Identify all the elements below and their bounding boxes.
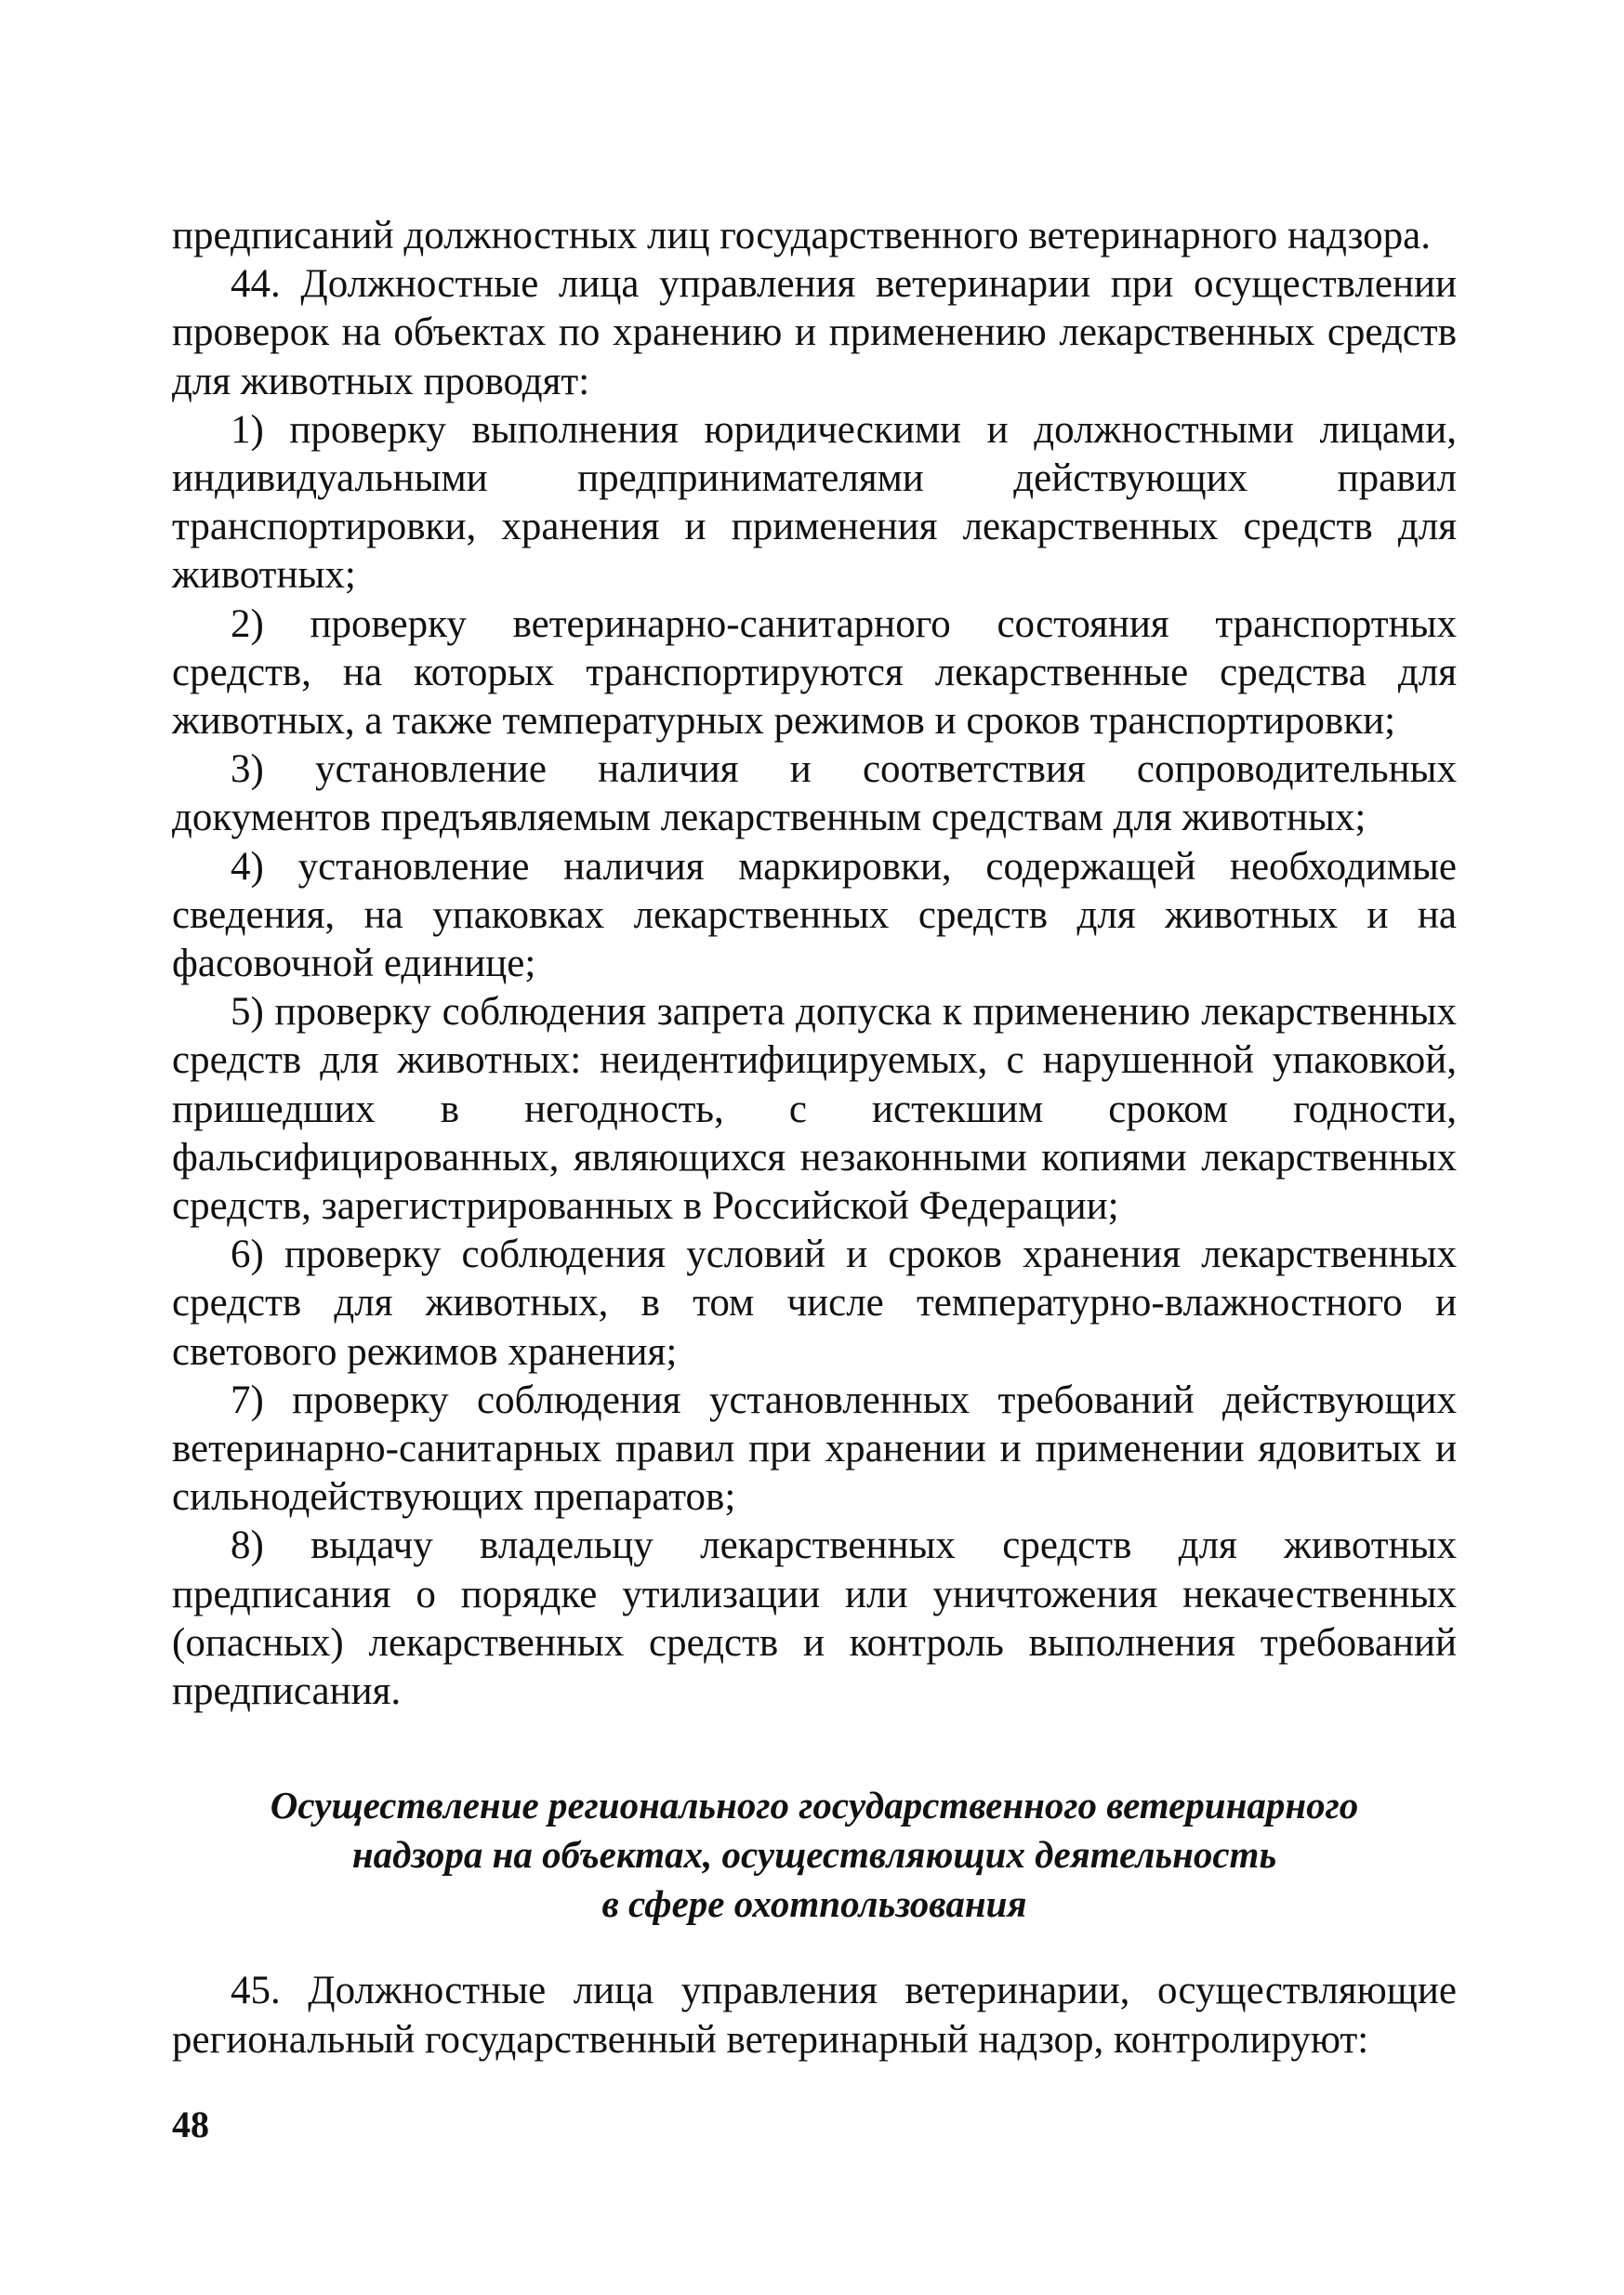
list-item: 6) проверку соблюдения условий и сроков хранения лекарственных средств для животных, в том числе температурно-влажностного и светового режимов хранения;: [172, 1233, 1457, 1374]
list-item: 1) проверку выполнения юридическими и должностными лицами, индивидуальными предпринимателями действующих правил транспортировки, хранения и применения лекарственных средств для животных;: [172, 407, 1457, 598]
section-heading: [172, 1781, 1457, 1929]
page-number: 48: [172, 2104, 209, 2145]
section-heading-line: в сфере охотпользования: [601, 1882, 1027, 1926]
section-heading-line: надзора на объектах, осуществляющих деятельность: [351, 1833, 1277, 1877]
list-item: 5) проверку соблюдения запрета допуска к применению лекарственных средств для животных: неидентифицируемых, с нарушенной упаковкой, пришедших в негодность, с истекшим сроком годности, фальсифицированных, являющихся незаконными копиями лекарственных средств, зарегистрированных в Российской Федерации;: [172, 990, 1457, 1229]
list-item: 7) проверку соблюдения установленных требований действующих ветеринарно-санитарных правил при хранении и применении ядовитых и сильнодействующих препаратов;: [172, 1378, 1457, 1520]
document-page: [172, 212, 1457, 2064]
continuation-paragraph: предписаний должностных лиц государственного ветеринарного надзора.: [172, 214, 1432, 257]
list-item: 8) выдачу владельцу лекарственных средств для животных предписания о порядке утилизации или уничтожения некачественных (опасных) лекарственных средств и контроль выполнения требований предписания.: [172, 1523, 1457, 1714]
paragraph-44: 44. Должностные лица управления ветеринарии при осуществлении проверок на объектах по хранению и применению лекарственных средств для животных проводят:: [172, 262, 1457, 403]
list-item: 2) проверку ветеринарно-санитарного состояния транспортных средств, на которых транспортируются лекарственные средства для животных, а также температурных режимов и сроков транспортировки;: [172, 601, 1457, 744]
list-item: 3) установление наличия и соответствия сопроводительных документов предъявляемым лекарственным средствам для животных;: [172, 747, 1457, 840]
section-heading-line: Осуществление регионального государственного ветеринарного: [270, 1784, 1359, 1827]
paragraph-45: 45. Должностные лица управления ветеринарии, осуществляющие региональный государственный ветеринарный надзор, контролируют:: [172, 1969, 1457, 2062]
list-item: 4) установление наличия маркировки, содержащей необходимые сведения, на упаковках лекарственных средств для животных и на фасовочной единице;: [172, 844, 1457, 986]
